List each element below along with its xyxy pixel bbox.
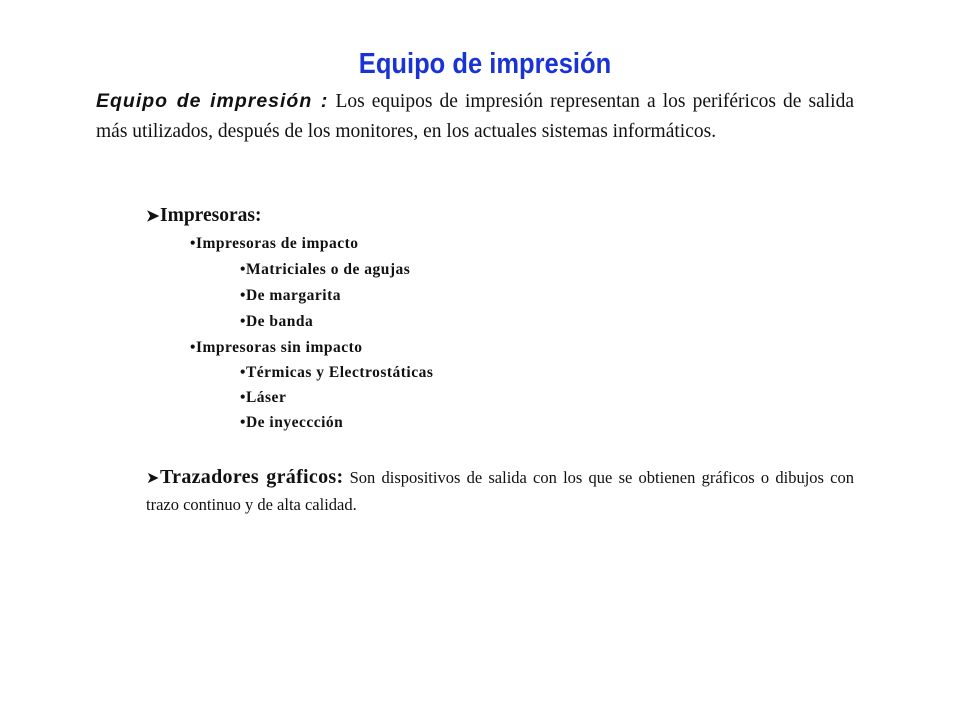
trazadores-text: Son dispositivos de salida con los que se obtienen gráficos o dibujos con trazo continuo y de alta calidad.	[146, 468, 855, 514]
list-item-margarita: •De margarita	[240, 287, 342, 304]
arrow-bullet-icon: ➤	[146, 208, 160, 225]
intro-lead: Equipo de impresión :	[96, 90, 329, 112]
list-item-label: De banda	[245, 313, 314, 330]
list-item-termicas: •Térmicas y Electrostáticas	[240, 364, 434, 381]
impresoras-heading: Impresoras:	[160, 205, 262, 226]
list-item-label: Matriciales o de agujas	[245, 261, 411, 278]
list-item-impresoras-sin-impacto: •Impresoras sin impacto	[190, 339, 363, 356]
list-item-label: De inyeccción	[245, 414, 344, 431]
list-item-matriciales: •Matriciales o de agujas	[240, 261, 411, 278]
list-item-impresoras-impacto: •Impresoras de impacto	[190, 235, 359, 252]
list-item-inyeccion: •De inyeccción	[240, 414, 344, 431]
intro-text: Los equipos de impresión representan a los periféricos de salida más utilizados, después de los monitores, en los actuales sistemas informáticos.	[96, 91, 854, 142]
list-item-label: Láser	[245, 389, 287, 406]
list-item-laser: •Láser	[240, 389, 287, 406]
page-title: Equipo de impresión	[358, 48, 612, 80]
intro-paragraph	[96, 86, 854, 147]
list-item-label: Impresoras sin impacto	[195, 339, 363, 356]
list-item-label: Térmicas y Electrostáticas	[245, 364, 434, 381]
list-item-label: Impresoras de impacto	[195, 235, 359, 252]
impresoras-heading-row	[146, 205, 261, 227]
arrow-bullet-icon: ➤	[146, 470, 160, 487]
list-item-label: De margarita	[245, 287, 342, 304]
trazadores-paragraph	[146, 464, 854, 518]
trazadores-term: Trazadores gráficos:	[160, 466, 344, 488]
list-item-banda: •De banda	[240, 313, 314, 330]
